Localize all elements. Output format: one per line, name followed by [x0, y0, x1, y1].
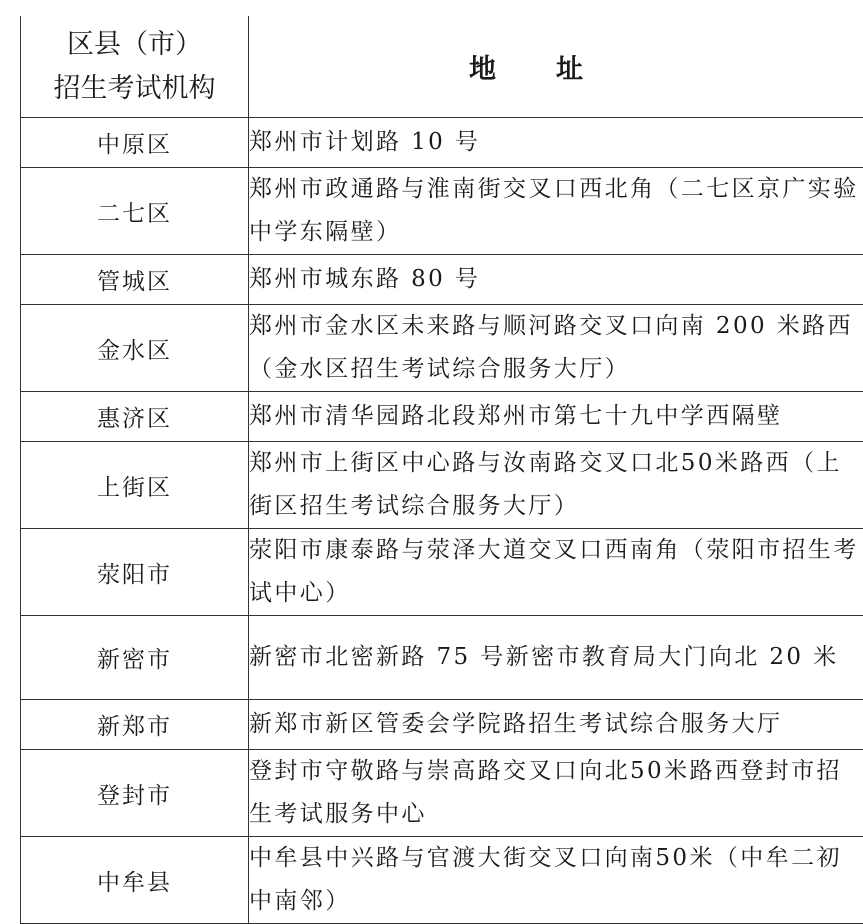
address-cell: 郑州市金水区未来路与顺河路交叉口向南 200 米路西（金水区招生考试综合服务大厅） [249, 305, 863, 392]
address-table [20, 16, 863, 924]
table-row [21, 168, 863, 255]
table-row [21, 700, 863, 750]
district-cell: 中原区 [21, 118, 249, 168]
address-cell: 郑州市计划路 10 号 [249, 118, 863, 168]
table-row [21, 616, 863, 700]
district-cell: 金水区 [21, 305, 249, 392]
district-cell: 管城区 [21, 255, 249, 305]
table-row [21, 118, 863, 168]
address-column-header: 地址 [249, 16, 863, 118]
address-cell: 郑州市政通路与淮南街交叉口西北角（二七区京广实验中学东隔壁） [249, 168, 863, 255]
table-row [21, 529, 863, 616]
district-cell: 新郑市 [21, 700, 249, 750]
district-cell: 荥阳市 [21, 529, 249, 616]
table-header-row [21, 16, 863, 118]
table-row [21, 305, 863, 392]
district-column-header [21, 16, 249, 118]
address-cell: 郑州市城东路 80 号 [249, 255, 863, 305]
address-cell: 郑州市清华园路北段郑州市第七十九中学西隔壁 [249, 392, 863, 442]
table-row [21, 255, 863, 305]
table-row [21, 837, 863, 924]
address-cell: 荥阳市康泰路与荥泽大道交叉口西南角（荥阳市招生考试中心） [249, 529, 863, 616]
address-cell: 郑州市上街区中心路与汝南路交叉口北50米路西（上街区招生考试综合服务大厅） [249, 442, 863, 529]
table-row [21, 442, 863, 529]
address-cell: 登封市守敬路与崇高路交叉口向北50米路西登封市招生考试服务中心 [249, 750, 863, 837]
address-cell: 中牟县中兴路与官渡大街交叉口向南50米（中牟二初中南邻） [249, 837, 863, 924]
district-cell: 登封市 [21, 750, 249, 837]
district-header-line1: 区县（市） [21, 23, 248, 67]
district-cell: 上街区 [21, 442, 249, 529]
district-header-line2: 招生考试机构 [21, 67, 248, 111]
table-row [21, 392, 863, 442]
district-cell: 中牟县 [21, 837, 249, 924]
district-cell: 新密市 [21, 616, 249, 700]
address-cell: 新郑市新区管委会学院路招生考试综合服务大厅 [249, 700, 863, 750]
district-cell: 二七区 [21, 168, 249, 255]
address-cell: 新密市北密新路 75 号新密市教育局大门向北 20 米 [249, 616, 863, 700]
district-cell: 惠济区 [21, 392, 249, 442]
table-row [21, 750, 863, 837]
